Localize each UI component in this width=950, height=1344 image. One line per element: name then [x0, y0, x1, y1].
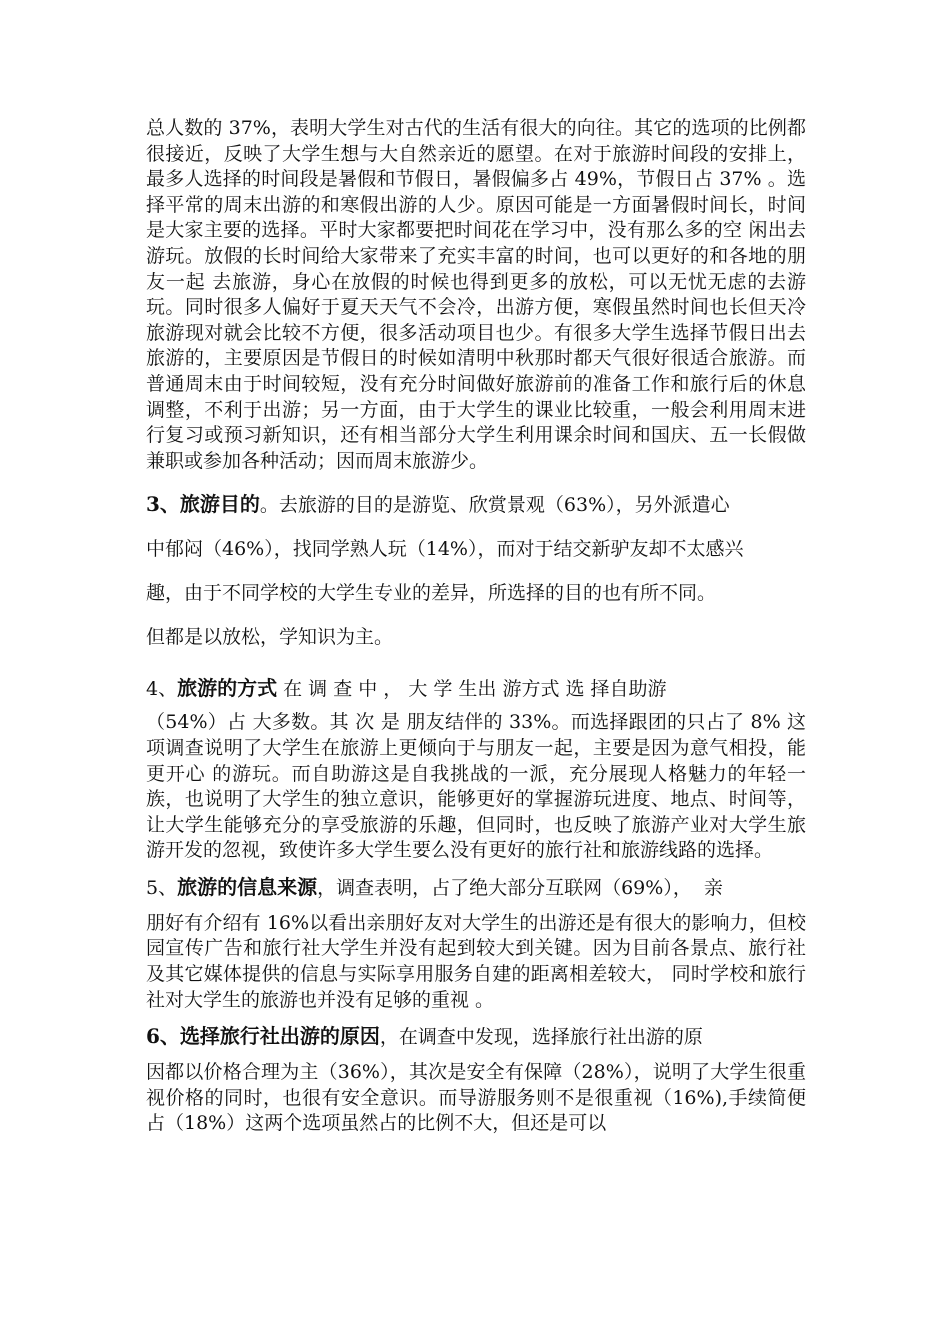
section-4-body: （54%）占 大多数。其 次 是 朋友结伴的 33%。而选择跟团的只占了 8% 这项调查说明了大学生在旅游上更倾向于与朋友一起，主要是因为意气相投，能更开心 的游玩。而自助游这是自我挑战的一派，充分展现人格魅力的年轻一族，也说明了大学生的独立意识，能够更好的掌握游玩进度、地点、时间等，让大学生能够充分的享受旅游的乐趣，但同时，也反映了旅游产业对大学生旅游开发的忽视，致使许多大学生要么没有更好的旅行社和旅游线路的选择。: [146, 711, 806, 862]
section-5-heading: 旅游的信息来源: [177, 874, 318, 899]
section-3: [146, 482, 806, 659]
document-page: [146, 116, 806, 1137]
paragraph-intro: 总人数的 37%，表明大学生对古代的生活有很大的向往。其它的选项的比例都很接近，反映了大学生想与大自然亲近的愿望。在对于旅游时间段的安排上，最多人选择的时间段是暑假和节假日，暑假偏多占 49%，节假日占 37% 。选择平常的周末出游的和寒假出游的人少。原因可能是一方面暑假时间长，时间是大家主要的选择。平时大家都要把时间花在学习中，没有那么多的空 闲出去游玩。放假的长时间给大家带来了充实丰富的时间，也可以更好的和各地的朋友一起 去旅游，身心在放假的时候也得到更多的放松，可以无忧无虑的去游玩。同时很多人偏好于夏天天气不会冷，出游方便，寒假虽然时间也长但天冷旅游现对就会比较不方便，很多活动项目也少。有很多大学生选择节假日出去旅游的，主要原因是节假日的时候如清明中秋那时都天气很好很适合旅游。而普通周末由于时间较短，没有充分时间做好旅游前的准备工作和旅行后的休息调整，不利于出游；另一方面，由于大学生的课业比较重，一般会利用周末进行复习或预习新知识，还有相当部分大学生利用课余时间和国庆、五一长假做兼职或参加各种活动；因而周末旅游少。: [146, 117, 806, 472]
section-5-text-1: ，调查表明，占了绝大部分互联网（69%）， 亲: [317, 876, 723, 899]
section-5: [146, 872, 806, 1013]
section-4-number: 4、: [146, 678, 178, 701]
section-5-body: 朋好有介绍有 16%以看出亲朋好友对大学生的出游还是有很大的影响力，但校园宣传广告和旅行社大学生并没有起到较大到关键。因为目前各景点、旅行社及其它媒体提供的信息与实际享用服务自建的距离相差较大， 同时学校和旅行社对大学生的旅游也并没有足够的重视 。: [146, 911, 806, 1011]
section-4-line-1: [146, 673, 806, 704]
section-6-line-1: [146, 1021, 806, 1052]
section-5-line-1: [146, 872, 806, 903]
section-4-heading: 旅游的方式: [177, 676, 278, 701]
section-4: [146, 673, 806, 864]
section-5-number: 5、: [146, 876, 178, 899]
section-3-text: 。去旅游的目的是游览、欣赏景观（63%），另外派遣心: [259, 494, 730, 517]
section-3-line-3: 趣，由于不同学校的大学生专业的差异，所选择的目的也有所不同。: [146, 582, 717, 605]
section-6-heading: 6、选择旅行社出游的原因: [146, 1024, 380, 1049]
section-6-body: 因都以价格合理为主（36%），其次是安全有保障（28%），说明了大学生很重视价格的同时，也很有安全意识。而导游服务则不是很重视（16%),手续简便占（18%）这两个选项虽然占的比例不大，但还是可以: [146, 1061, 806, 1135]
section-3-line-1: [146, 482, 806, 527]
section-6-text-1: ，在调查中发现，选择旅行社出游的原: [379, 1026, 703, 1049]
section-3-heading: 3、旅游目的: [146, 492, 260, 517]
section-3-line-2: 中郁闷（46%），找同学熟人玩（14%），而对于结交新驴友却不太感兴: [146, 538, 744, 561]
section-3-line-4: 但都是以放松，学知识为主。: [146, 626, 394, 649]
section-4-text-1: 在 调 查 中 ， 大 学 生出 游方式 选 择自助游: [283, 678, 667, 701]
section-6: [146, 1021, 806, 1137]
